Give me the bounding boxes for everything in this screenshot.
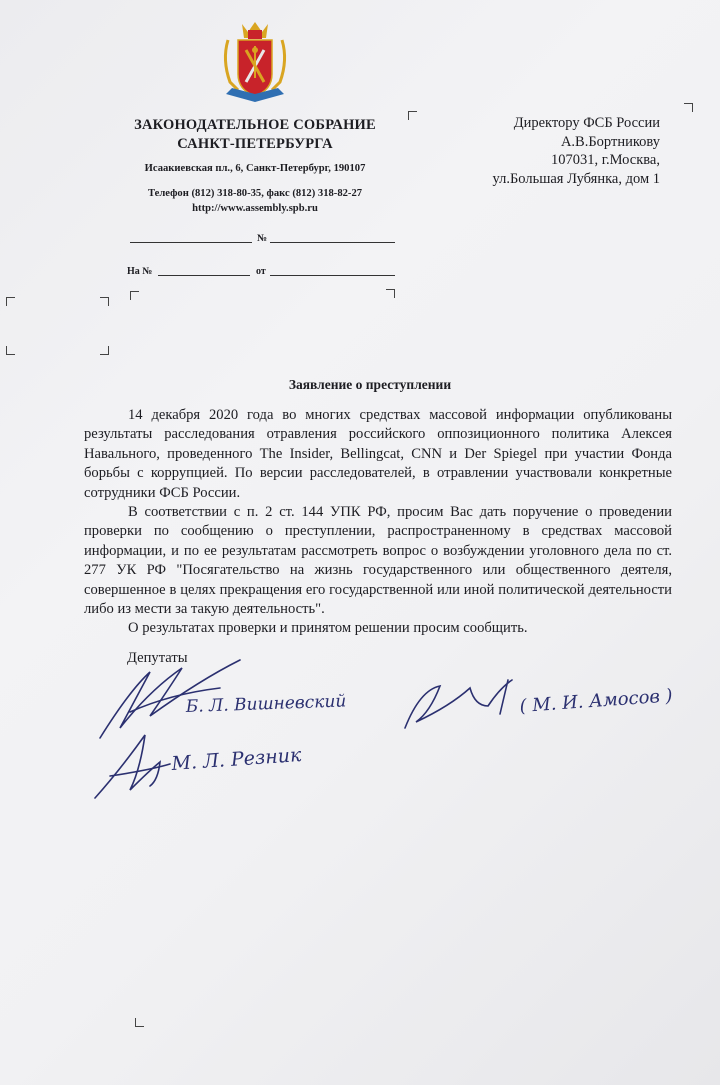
- svg-text:Б. Л. Вишневский: Б. Л. Вишневский: [185, 691, 347, 717]
- signature-amosov: [405, 680, 673, 728]
- addressee-position: Директору ФСБ России: [513, 115, 660, 131]
- organization-name-line2: САНКТ-ПЕТЕРБУРГА: [177, 136, 333, 152]
- svg-text:( М. И. Амосов ): ( М. И. Амосов ): [518, 685, 674, 717]
- signature-vishnevsky: [100, 660, 347, 738]
- from-label: от: [256, 266, 266, 277]
- body-paragraph: В соответствии с п. 2 ст. 144 УПК РФ, просим Вас дать поручение о проведении проверки по сообщению о преступлении, распространенному в средствах массовой информации, и по ее результатам рассмотреть вопрос о возбуждении уголовного дела по ст. 277 УК РФ "Посягательство на жизнь государственного или общественного деятеля, совершенное в целях прекращения его государственной или иной политической деятельности либо из мести за такую деятельность".: [84, 504, 672, 618]
- signatories-label: Депутаты: [127, 650, 188, 666]
- svg-text:М. Л. Резник: М. Л. Резник: [170, 743, 303, 775]
- organization-address: Исаакиевская пл., 6, Санкт-Петербург, 190107: [144, 163, 366, 174]
- document-title: Заявление о преступлении: [288, 377, 452, 392]
- addressee-city: 107031, г.Москва,: [550, 152, 660, 168]
- organization-name-line1: ЗАКОНОДАТЕЛЬНОЕ СОБРАНИЕ: [134, 117, 376, 133]
- number-label: №: [257, 233, 268, 244]
- organization-phone: Телефон (812) 318-80-35, факс (812) 318-82-27: [147, 188, 363, 199]
- body-paragraph: 14 декабря 2020 года во многих средствах массовой информации опубликованы результаты расследования отравления российского оппозиционного политика Алексея Навального, проведенного The Insider, Bellingcat, CNN и Der Spiegel при участии Фонда борьбы с коррупцией. По версии расследователей, в отравлении участвовали конкретные сотрудники ФСБ России.: [84, 407, 672, 501]
- signature-reznik: [95, 735, 303, 798]
- addressee-name: А.В.Бортникову: [560, 133, 660, 150]
- reply-to-label: На №: [127, 266, 153, 277]
- organization-website: http://www.assembly.spb.ru: [192, 203, 318, 214]
- body-paragraph: О результатах проверки и принятом решении просим сообщить.: [128, 620, 528, 637]
- addressee-street: ул.Большая Лубянка, дом 1: [492, 170, 660, 187]
